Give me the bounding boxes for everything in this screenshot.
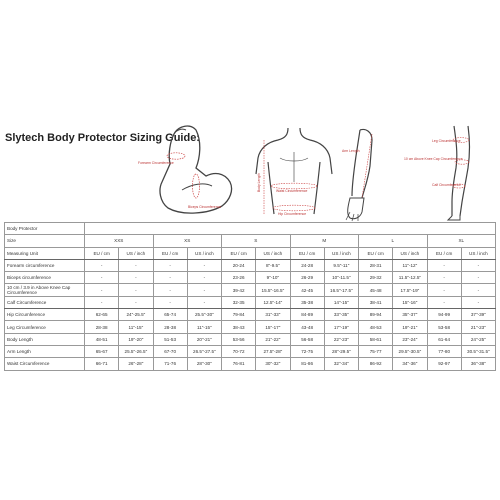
table-cell: 35"-37" — [393, 309, 427, 321]
table-cell: 24"-25.5" — [119, 309, 153, 321]
unit-cell: EU / cm — [427, 247, 461, 259]
table-cell: - — [119, 259, 153, 271]
table-cell: 43-48 — [290, 321, 324, 333]
table-cell: 37"-39" — [461, 309, 495, 321]
table-cell: 20"-21" — [187, 333, 221, 345]
table-cell: 11.5"-12.5" — [393, 272, 427, 284]
side-arm-illustration — [338, 126, 394, 222]
table-cell: 86-92 — [359, 358, 393, 370]
table-cell: - — [85, 284, 119, 296]
table-cell: 62-65 — [85, 309, 119, 321]
row-label: Arm Length — [5, 345, 85, 357]
size-m: M — [290, 235, 359, 247]
table-cell: 30.5"-31.5" — [461, 345, 495, 357]
row-label: Calf Circumference — [5, 296, 85, 308]
table-cell: 26"-28" — [119, 358, 153, 370]
table-cell: - — [461, 296, 495, 308]
table-cell: 38-43 — [222, 321, 256, 333]
unit-cell: EU / cm — [359, 247, 393, 259]
unit-header: Measuring Unit — [5, 247, 85, 259]
page-title: Slytech Body Protector Sizing Guide: — [5, 132, 200, 144]
table-cell: 24"-25" — [461, 333, 495, 345]
table-cell: 51-53 — [153, 333, 187, 345]
size-header-row — [5, 235, 496, 247]
table-cell: 22"-23" — [324, 333, 358, 345]
table-cell: 15.5"-16.5" — [256, 284, 290, 296]
size-xs: XS — [153, 235, 222, 247]
torso-illustration — [246, 122, 342, 220]
table-cell: 12.5"-14" — [256, 296, 290, 308]
table-cell: 61-64 — [427, 333, 461, 345]
table-cell: 15"-16" — [393, 296, 427, 308]
table-cell: 19"-21" — [393, 321, 427, 333]
unit-header-row — [5, 247, 496, 259]
table-cell: 33"-35" — [324, 309, 358, 321]
table-cell: 28"-30" — [187, 358, 221, 370]
table-cell: 92-97 — [427, 358, 461, 370]
table-cell: 28-38 — [153, 321, 187, 333]
table-cell: - — [85, 272, 119, 284]
table-cell: 17"-19" — [324, 321, 358, 333]
table-cell: 48-53 — [359, 321, 393, 333]
table-cell: 11"-12" — [393, 259, 427, 271]
table-cell: - — [153, 284, 187, 296]
unit-cell: US / inch — [393, 247, 427, 259]
table-cell: 89-94 — [359, 309, 393, 321]
row-label: Forearm circumference — [5, 259, 85, 271]
table-cell: - — [119, 284, 153, 296]
table-cell: - — [427, 272, 461, 284]
table-cell: 25.5"-30" — [187, 309, 221, 321]
table-cell: 32"-34" — [324, 358, 358, 370]
table-cell: 76-81 — [222, 358, 256, 370]
table-cell: 28-31 — [359, 259, 393, 271]
leg-illustration — [402, 124, 476, 222]
table-cell: 29-32 — [359, 272, 393, 284]
size-s: S — [222, 235, 291, 247]
table-row — [5, 272, 496, 284]
table-cell: 77-80 — [427, 345, 461, 357]
table-cell: - — [427, 284, 461, 296]
table-cell: 26-29 — [290, 272, 324, 284]
table-cell: 20-24 — [222, 259, 256, 271]
table-cell: 27.5"-28" — [256, 345, 290, 357]
table-cell: 56-58 — [290, 333, 324, 345]
unit-cell: US / inch — [187, 247, 221, 259]
row-label: Waist Circumference — [5, 358, 85, 370]
table-cell: - — [461, 259, 495, 271]
table-cell: - — [153, 272, 187, 284]
table-cell: 14"-15" — [324, 296, 358, 308]
row-label: Leg Circumference — [5, 321, 85, 333]
table-cell: 72-75 — [290, 345, 324, 357]
table-cell: 38-41 — [359, 296, 393, 308]
table-cell: 53-58 — [427, 321, 461, 333]
unit-cell: EU / cm — [290, 247, 324, 259]
table-cell: 11"-15" — [119, 321, 153, 333]
unit-cell: US / inch — [256, 247, 290, 259]
table-cell: 53-56 — [222, 333, 256, 345]
table-cell: 81-86 — [290, 358, 324, 370]
table-cell: - — [461, 284, 495, 296]
waist-label: Waist Circumference — [276, 189, 308, 193]
size-l: L — [359, 235, 428, 247]
table-cell: 65-74 — [153, 309, 187, 321]
table-cell: 42-45 — [290, 284, 324, 296]
table-cell: 79-84 — [222, 309, 256, 321]
table-cell: 48-51 — [85, 333, 119, 345]
table-cell: 26.5"-27.5" — [187, 345, 221, 357]
table-cell: - — [187, 284, 221, 296]
table-cell: - — [153, 296, 187, 308]
table-cell: 21"-22" — [256, 333, 290, 345]
table-cell: 75-77 — [359, 345, 393, 357]
table-cell: 29.5"-30.5" — [393, 345, 427, 357]
table-cell: 9.5"-11" — [324, 259, 358, 271]
table-cell: - — [119, 296, 153, 308]
table-row — [5, 309, 496, 321]
table-cell: 84-89 — [290, 309, 324, 321]
size-xxs: XXS — [85, 235, 154, 247]
table-cell: 36"-38" — [461, 358, 495, 370]
table-cell: - — [153, 259, 187, 271]
table-cell: 31"-33" — [256, 309, 290, 321]
forearm-label: Forearm Circumference — [138, 161, 174, 165]
table-cell: - — [85, 259, 119, 271]
table-cell: 17.5"-19" — [393, 284, 427, 296]
unit-cell: EU / cm — [85, 247, 119, 259]
row-label: Body Length — [5, 333, 85, 345]
knee-label: 10 cm Above Knee Cap Circumference — [404, 157, 463, 161]
row-label: Hip Circumference — [5, 309, 85, 321]
row-label: Biceps circumference — [5, 272, 85, 284]
table-row — [5, 345, 496, 357]
table-row — [5, 321, 496, 333]
table-cell: - — [187, 272, 221, 284]
table-cell: 9"-10" — [256, 272, 290, 284]
table-row — [5, 358, 496, 370]
calf-label: Calf Circumference — [432, 183, 462, 187]
table-row — [5, 259, 496, 271]
table-cell: 32-35 — [222, 296, 256, 308]
table-cell: 19"-20" — [119, 333, 153, 345]
table-cell: 21"-23" — [461, 321, 495, 333]
table-cell: 65-67 — [85, 345, 119, 357]
table-cell: 24-28 — [290, 259, 324, 271]
leg-circ-label: Leg Circumference — [432, 139, 461, 143]
table-row — [5, 296, 496, 308]
table-cell: - — [85, 296, 119, 308]
table-cell: - — [187, 259, 221, 271]
hip-label: Hip Circumference — [278, 212, 307, 216]
table-cell: 39-42 — [222, 284, 256, 296]
sizing-table — [4, 222, 496, 371]
unit-cell: US / inch — [461, 247, 495, 259]
table-cell: 35-38 — [290, 296, 324, 308]
table-cell: 10"-11.5" — [324, 272, 358, 284]
table-cell: 67-70 — [153, 345, 187, 357]
table-cell: 66-71 — [85, 358, 119, 370]
size-xl: XL — [427, 235, 496, 247]
unit-cell: EU / cm — [222, 247, 256, 259]
table-cell: 16.5"-17.5" — [324, 284, 358, 296]
table-cell: 11"-15" — [187, 321, 221, 333]
table-cell: - — [427, 296, 461, 308]
table-cell: 8"-9.5" — [256, 259, 290, 271]
table-cell: 45-48 — [359, 284, 393, 296]
table-row — [5, 284, 496, 296]
table-cell: 30"-32" — [256, 358, 290, 370]
table-cell: 15"-17" — [256, 321, 290, 333]
table-cell: 34"-36" — [393, 358, 427, 370]
unit-cell: EU / cm — [153, 247, 187, 259]
row-label: 10 cm / 3.9 in Above Knee Cap Circumference — [5, 284, 85, 296]
table-cell: 94-99 — [427, 309, 461, 321]
table-row — [5, 333, 496, 345]
table-cell: 28"-29.5" — [324, 345, 358, 357]
table-cell: 23-26 — [222, 272, 256, 284]
table-cell: 58-61 — [359, 333, 393, 345]
arm-length-label: Arm Length — [342, 149, 360, 153]
body-length-label: Body Length — [257, 172, 261, 192]
table-cell: 70-72 — [222, 345, 256, 357]
table-cell: - — [119, 272, 153, 284]
unit-cell: US / inch — [324, 247, 358, 259]
size-header: Size — [5, 235, 85, 247]
table-cell: 25.5"-26.5" — [119, 345, 153, 357]
biceps-label: Biceps Circumference — [188, 205, 222, 209]
table-caption-row — [5, 223, 496, 235]
flexed-arm-illustration — [130, 120, 240, 220]
unit-cell: US / inch — [119, 247, 153, 259]
table-cell: - — [427, 259, 461, 271]
table-cell: 28-38 — [85, 321, 119, 333]
table-cell: - — [187, 296, 221, 308]
table-cell: 71-76 — [153, 358, 187, 370]
table-caption: Body Protector — [5, 223, 85, 235]
table-cell: - — [461, 272, 495, 284]
table-cell: 23"-24" — [393, 333, 427, 345]
